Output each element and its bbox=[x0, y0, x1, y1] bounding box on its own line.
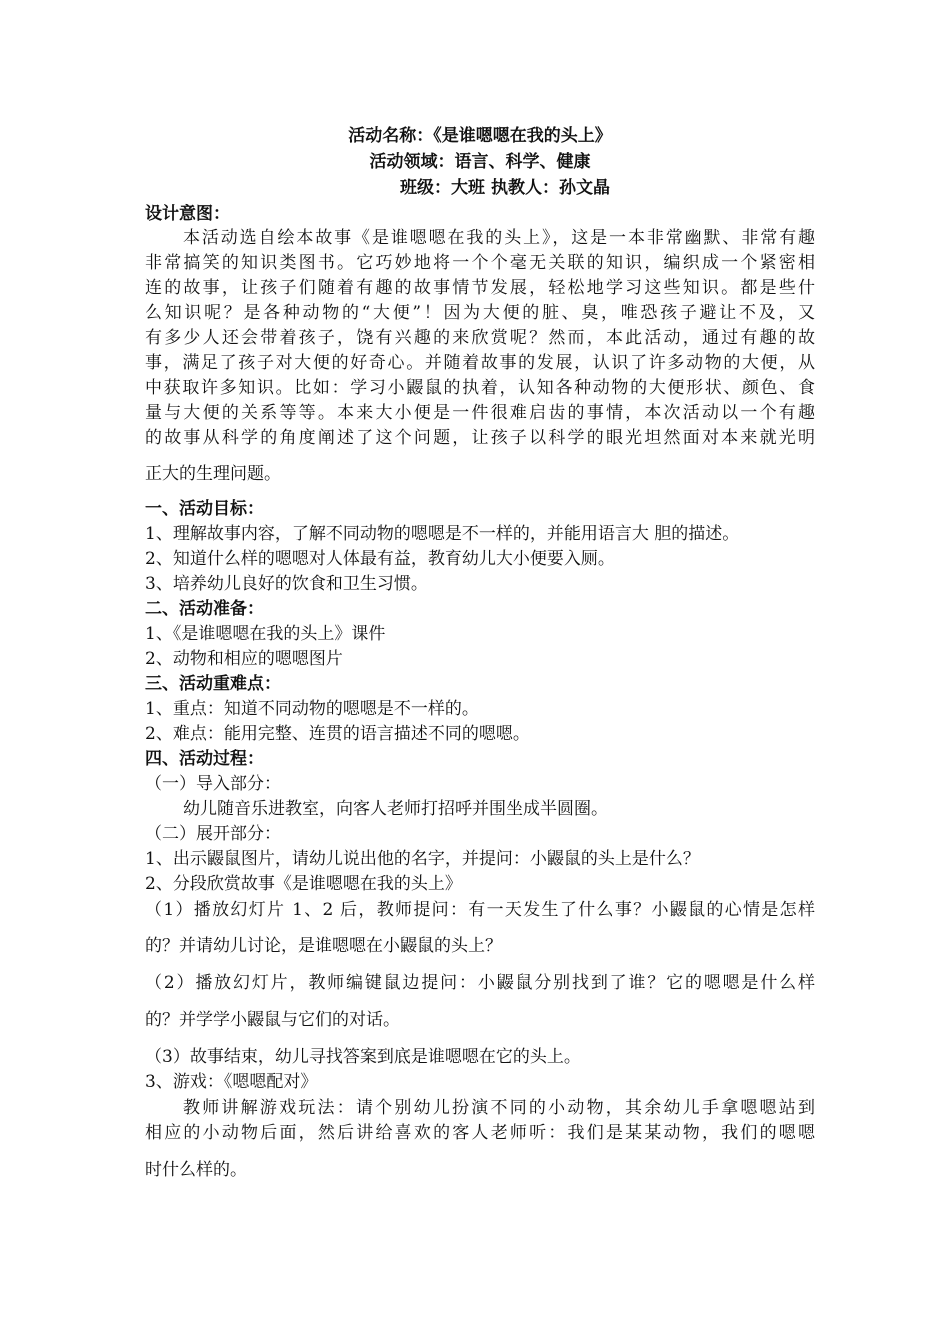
goal-item: 1、理解故事内容，了解不同动物的嗯嗯是不一样的，并能用语言大 胆的描述。 bbox=[145, 524, 740, 544]
goal-item: 2、知道什么样的嗯嗯对人体最有益，教育幼儿大小便要入厕。 bbox=[145, 549, 615, 569]
process-line: 的？并学学小鼹鼠与它们的对话。 bbox=[145, 1010, 400, 1030]
activity-domain: 活动领域：语言、科学、健康 bbox=[369, 152, 591, 172]
process-line: 的？并请幼儿讨论，是谁嗯嗯在小鼹鼠的头上？ bbox=[145, 936, 502, 956]
process-line: 相应的小动物后面，然后讲给喜欢的客人老师听：我们是某某动物，我们的嗯嗯 bbox=[145, 1123, 815, 1143]
key-item: 2、难点：能用完整、连贯的语言描述不同的嗯嗯。 bbox=[145, 724, 530, 744]
activity-title: 活动名称：《是谁嗯嗯在我的头上》 bbox=[348, 126, 612, 146]
design-line: 连的故事，让孩子们随着有趣的故事情节发展，轻松地学习这些知识。都是些什 bbox=[145, 278, 815, 298]
design-line: 的故事从科学的角度阐述了这个问题，让孩子以科学的眼光坦然面对本来就光明 bbox=[145, 428, 815, 448]
process-line: 1、出示鼹鼠图片，请幼儿说出他的名字，并提问：小鼹鼠的头上是什么？ bbox=[145, 849, 700, 869]
design-line: 中获取许多知识。比如：学习小鼹鼠的执着，认知各种动物的大便形状、颜色、食 bbox=[145, 378, 815, 398]
design-line: 本活动选自绘本故事《是谁嗯嗯在我的头上》，这是一本非常幽默、非常有趣 bbox=[183, 228, 815, 248]
prep-item: 1、《是谁嗯嗯在我的头上》课件 bbox=[145, 624, 386, 644]
design-line: 事，满足了孩子对大便的好奇心。并随着故事的发展，认识了许多动物的大便，从 bbox=[145, 353, 815, 373]
process-line: 时什么样的。 bbox=[145, 1160, 247, 1180]
design-line: 么知识呢？是各种动物的“大便”！因为大便的脏、臭，唯恐孩子避让不及，又 bbox=[145, 303, 815, 323]
process-line: （二）展开部分： bbox=[145, 824, 281, 844]
prep-heading: 二、活动准备： bbox=[145, 599, 264, 619]
process-line: （一）导入部分： bbox=[145, 774, 281, 794]
key-heading: 三、活动重难点： bbox=[145, 674, 281, 694]
design-line: 量与大便的关系等等。本来大小便是一件很难启齿的事情，本次活动以一个有趣 bbox=[145, 403, 815, 423]
design-line: 有多少人还会带着孩子，饶有兴趣的来欣赏呢？然而，本此活动，通过有趣的故 bbox=[145, 328, 815, 348]
process-line: 3、游戏：《嗯嗯配对》 bbox=[145, 1072, 318, 1092]
process-line: （1）播放幻灯片 1、2 后，教师提问：有一天发生了什么事？小鼹鼠的心情是怎样 bbox=[145, 900, 815, 920]
goals-heading: 一、活动目标： bbox=[145, 499, 264, 519]
design-heading: 设计意图： bbox=[145, 204, 230, 224]
goal-item: 3、培养幼儿良好的饮食和卫生习惯。 bbox=[145, 574, 428, 594]
prep-item: 2、动物和相应的嗯嗯图片 bbox=[145, 649, 343, 669]
design-line: 非常搞笑的知识类图书。它巧妙地将一个个毫无关联的知识，编织成一个紧密相 bbox=[145, 253, 815, 273]
process-line: （3）故事结束，幼儿寻找答案到底是谁嗯嗯在它的头上。 bbox=[145, 1047, 581, 1067]
process-line: 2、分段欣赏故事《是谁嗯嗯在我的头上》 bbox=[145, 874, 462, 894]
key-item: 1、重点：知道不同动物的嗯嗯是不一样的。 bbox=[145, 699, 479, 719]
class-teacher: 班级：大班 执教人：孙文晶 bbox=[400, 178, 610, 198]
process-line: 幼儿随音乐进教室，向客人老师打招呼并围坐成半圆圈。 bbox=[183, 799, 608, 819]
process-line: （2）播放幻灯片，教师编键鼠边提问：小鼹鼠分别找到了谁？它的嗯嗯是什么样 bbox=[145, 973, 815, 993]
process-line: 教师讲解游戏玩法：请个别幼儿扮演不同的小动物，其余幼儿手拿嗯嗯站到 bbox=[183, 1098, 815, 1118]
process-heading: 四、活动过程： bbox=[145, 749, 264, 769]
design-line: 正大的生理问题。 bbox=[145, 464, 281, 484]
